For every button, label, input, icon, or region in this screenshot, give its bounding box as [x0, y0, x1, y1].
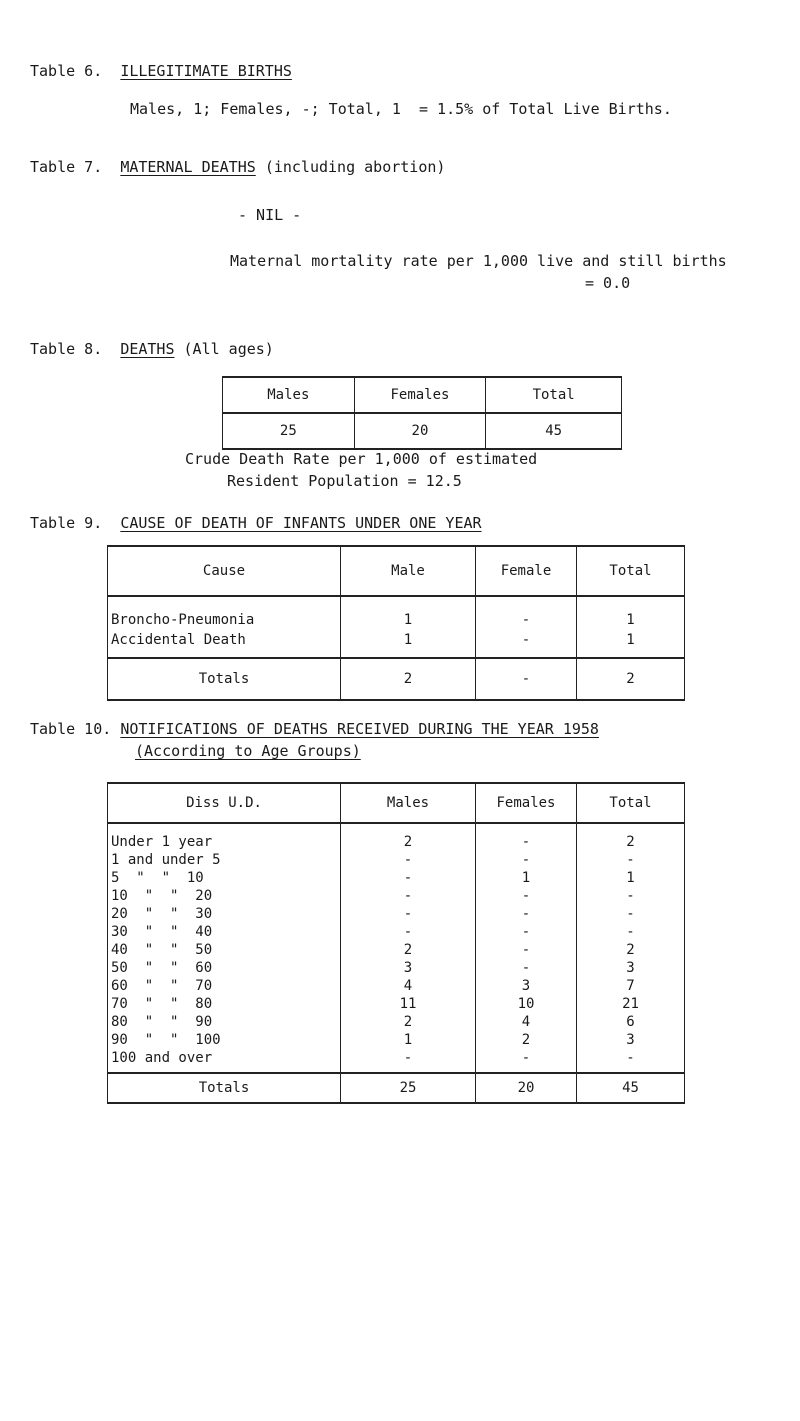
table6-label: Table 6.: [30, 62, 103, 80]
cause-cell: Broncho-Pneumonia: [108, 610, 341, 630]
total-cell: -: [577, 851, 685, 869]
table6-line: Males, 1; Females, -; Total, 1 = 1.5% of Total Live Births.: [130, 100, 672, 118]
table-row: [108, 923, 685, 941]
table-row: [223, 413, 622, 449]
table-row: [108, 1013, 685, 1031]
males-cell: 2: [341, 941, 476, 959]
females-cell: -: [476, 851, 577, 869]
col-header: Male: [341, 546, 476, 596]
age-group-cell: 80 " " 90: [108, 1013, 341, 1031]
males-cell: -: [341, 905, 476, 923]
males-cell: -: [341, 887, 476, 905]
females-cell: -: [476, 905, 577, 923]
table-row: [108, 887, 685, 905]
table-row: [108, 977, 685, 995]
table6-heading: [30, 62, 292, 80]
female-cell: -: [476, 610, 577, 630]
total-cell: 3: [577, 959, 685, 977]
total-cell: -: [577, 923, 685, 941]
age-group-cell: 30 " " 40: [108, 923, 341, 941]
table-header-row: [108, 783, 685, 823]
col-header: Total: [577, 783, 685, 823]
males-value: 25: [223, 413, 355, 449]
col-header: Females: [354, 377, 486, 413]
table9-title: CAUSE OF DEATH OF INFANTS UNDER ONE YEAR: [120, 514, 482, 532]
table10-notifications: [107, 782, 685, 1104]
table-header-row: [108, 546, 685, 596]
males-cell: 4: [341, 977, 476, 995]
totals-label: Totals: [108, 658, 341, 700]
age-group-cell: 20 " " 30: [108, 905, 341, 923]
male-cell: 1: [341, 610, 476, 630]
table-row: [108, 995, 685, 1013]
table7-label: Table 7.: [30, 158, 103, 176]
total-cell: 2: [577, 833, 685, 851]
females-value: 20: [354, 413, 486, 449]
totals-row: [108, 1073, 685, 1103]
table8-rate-line2: Resident Population = 12.5: [227, 472, 462, 490]
females-cell: -: [476, 833, 577, 851]
table6-title: ILLEGITIMATE BIRTHS: [120, 62, 292, 80]
males-cell: 2: [341, 833, 476, 851]
table7-title: MATERNAL DEATHS: [120, 158, 256, 176]
table8-label: Table 8.: [30, 340, 103, 358]
males-cell: 1: [341, 1031, 476, 1049]
age-group-cell: 70 " " 80: [108, 995, 341, 1013]
col-header: Males: [341, 783, 476, 823]
cause-cell: Accidental Death: [108, 630, 341, 650]
grand-total: 2: [577, 658, 685, 700]
age-group-cell: 40 " " 50: [108, 941, 341, 959]
col-header: Females: [476, 783, 577, 823]
table10-label: Table 10.: [30, 720, 112, 738]
females-total: 20: [476, 1073, 577, 1103]
col-header: Female: [476, 546, 577, 596]
table10-heading: [30, 720, 599, 738]
total-cell: -: [577, 905, 685, 923]
females-cell: 2: [476, 1031, 577, 1049]
female-cell: -: [476, 630, 577, 650]
males-cell: -: [341, 923, 476, 941]
total-value: 45: [486, 413, 622, 449]
totals-label: Totals: [108, 1073, 341, 1103]
males-cell: -: [341, 1049, 476, 1067]
table8-rate-line1: Crude Death Rate per 1,000 of estimated: [185, 450, 538, 468]
table-row: [108, 941, 685, 959]
table10-title: NOTIFICATIONS OF DEATHS RECEIVED DURING THE YEAR 1958: [120, 720, 599, 738]
table9-label: Table 9.: [30, 514, 103, 532]
males-cell: -: [341, 851, 476, 869]
table8-deaths: [222, 376, 622, 450]
age-group-cell: 1 and under 5: [108, 851, 341, 869]
spacer-row: [108, 650, 685, 658]
table9-heading: [30, 514, 482, 532]
female-total: -: [476, 658, 577, 700]
females-cell: -: [476, 887, 577, 905]
age-group-cell: 10 " " 20: [108, 887, 341, 905]
table-row: [108, 869, 685, 887]
col-header: Total: [486, 377, 622, 413]
table-row: [108, 959, 685, 977]
table-row: [108, 905, 685, 923]
table-header-row: [223, 377, 622, 413]
table8-heading: [30, 340, 274, 358]
total-cell: -: [577, 887, 685, 905]
table10-subtitle: (According to Age Groups): [135, 742, 361, 760]
table-row: [108, 833, 685, 851]
age-group-cell: 50 " " 60: [108, 959, 341, 977]
total-cell: 6: [577, 1013, 685, 1031]
spacer-row: [108, 596, 685, 610]
table-row: [108, 851, 685, 869]
totals-row: [108, 658, 685, 700]
females-cell: -: [476, 959, 577, 977]
age-group-cell: 90 " " 100: [108, 1031, 341, 1049]
col-header: Diss U.D.: [108, 783, 341, 823]
females-cell: -: [476, 941, 577, 959]
table-row: [108, 630, 685, 650]
male-total: 2: [341, 658, 476, 700]
table7-heading: [30, 158, 445, 176]
females-cell: -: [476, 923, 577, 941]
total-cell: -: [577, 1049, 685, 1067]
age-group-cell: 60 " " 70: [108, 977, 341, 995]
spacer-row: [108, 823, 685, 833]
total-cell: 21: [577, 995, 685, 1013]
females-cell: 3: [476, 977, 577, 995]
age-group-cell: 100 and over: [108, 1049, 341, 1067]
table-row: [108, 1031, 685, 1049]
age-group-cell: 5 " " 10: [108, 869, 341, 887]
females-cell: 1: [476, 869, 577, 887]
table9-infant-deaths: [107, 545, 685, 701]
age-group-cell: Under 1 year: [108, 833, 341, 851]
table7-nil: - NIL -: [238, 206, 302, 224]
females-cell: 4: [476, 1013, 577, 1031]
males-cell: 11: [341, 995, 476, 1013]
males-cell: -: [341, 869, 476, 887]
males-total: 25: [341, 1073, 476, 1103]
table7-title-suffix: (including abortion): [264, 158, 446, 176]
table8-title: DEATHS: [120, 340, 175, 358]
table8-title-suffix: (All ages): [183, 340, 274, 358]
table-row: [108, 1049, 685, 1067]
col-header: Total: [577, 546, 685, 596]
table-row: [108, 610, 685, 630]
total-cell: 1: [577, 630, 685, 650]
total-cell: 1: [577, 610, 685, 630]
table7-rate-line2: = 0.0: [585, 274, 631, 292]
males-cell: 3: [341, 959, 476, 977]
grand-total: 45: [577, 1073, 685, 1103]
females-cell: 10: [476, 995, 577, 1013]
male-cell: 1: [341, 630, 476, 650]
total-cell: 3: [577, 1031, 685, 1049]
males-cell: 2: [341, 1013, 476, 1031]
total-cell: 2: [577, 941, 685, 959]
table7-rate-line1: Maternal mortality rate per 1,000 live and still births: [230, 252, 727, 270]
total-cell: 1: [577, 869, 685, 887]
total-cell: 7: [577, 977, 685, 995]
col-header: Males: [223, 377, 355, 413]
col-header: Cause: [108, 546, 341, 596]
females-cell: -: [476, 1049, 577, 1067]
